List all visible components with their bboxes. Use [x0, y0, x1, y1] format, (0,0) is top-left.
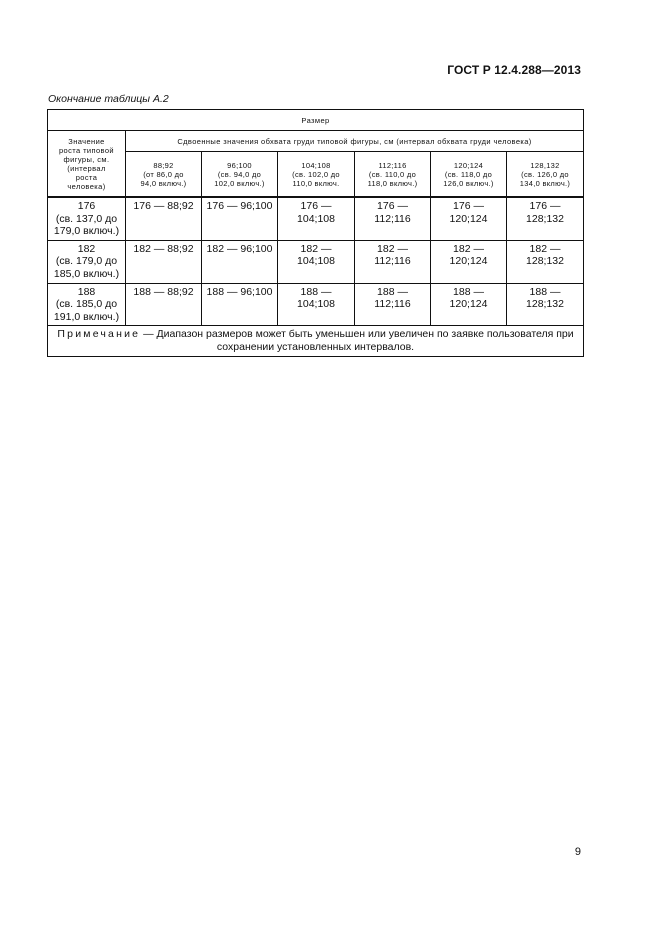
document-header: ГОСТ Р 12.4.288—2013 [447, 63, 581, 77]
height-cell: 182 (св. 179,0 до 185,0 включ.) [48, 240, 126, 283]
note-text: — Диапазон размеров может быть уменьшен или увеличен по заявке пользователя при сохранении установленных интервалов. [140, 328, 574, 353]
page-number: 9 [574, 846, 581, 858]
group-header: Сдвоенные значения обхвата груди типовой фигуры, см (интервал обхвата груди человека) [126, 131, 584, 152]
size-cell: 176 — 96;100 [202, 197, 278, 240]
size-cell: 188 — 96;100 [202, 283, 278, 326]
column-header: 104;108 (св. 102,0 до 110,0 включ. [278, 152, 355, 198]
table-caption: Окончание таблицы А.2 [48, 93, 169, 105]
height-cell: 188 (св. 185,0 до 191,0 включ.) [48, 283, 126, 326]
table-row [48, 240, 584, 283]
size-cell: 188 — 112;116 [355, 283, 431, 326]
size-cell: 188 — 88;92 [126, 283, 202, 326]
size-cell: 176 — 88;92 [126, 197, 202, 240]
table-note [48, 326, 584, 356]
column-header: 96;100 (св. 94,0 до 102,0 включ.) [202, 152, 278, 198]
size-cell: 176 — 120;124 [431, 197, 507, 240]
note-label: Примечание [57, 328, 141, 341]
size-cell: 182 — 104;108 [278, 240, 355, 283]
size-cell: 188 — 104;108 [278, 283, 355, 326]
size-cell: 176 — 104;108 [278, 197, 355, 240]
column-header: 88;92 (от 86,0 до 94,0 включ.) [126, 152, 202, 198]
table-row [48, 283, 584, 326]
height-cell: 176 (св. 137,0 до 179,0 включ.) [48, 197, 126, 240]
table-top-header: Размер [48, 110, 584, 131]
column-header: 128,132 (св. 126,0 до 134,0 включ.) [507, 152, 584, 198]
size-cell: 188 — 120;124 [431, 283, 507, 326]
size-cell: 176 — 128;132 [507, 197, 584, 240]
size-cell: 182 — 96;100 [202, 240, 278, 283]
size-table [47, 109, 584, 357]
size-cell: 176 — 112;116 [355, 197, 431, 240]
size-cell: 182 — 88;92 [126, 240, 202, 283]
size-cell: 182 — 112;116 [355, 240, 431, 283]
column-header: 120;124 (св. 118,0 до 126,0 включ.) [431, 152, 507, 198]
table-row [48, 197, 584, 240]
size-cell: 182 — 128;132 [507, 240, 584, 283]
size-cell: 182 — 120;124 [431, 240, 507, 283]
column-header: 112;116 (св. 110,0 до 118,0 включ.) [355, 152, 431, 198]
size-cell: 188 — 128;132 [507, 283, 584, 326]
row-label-header: Значение роста типовой фигуры, см. (интервал роста человека) [48, 131, 126, 198]
